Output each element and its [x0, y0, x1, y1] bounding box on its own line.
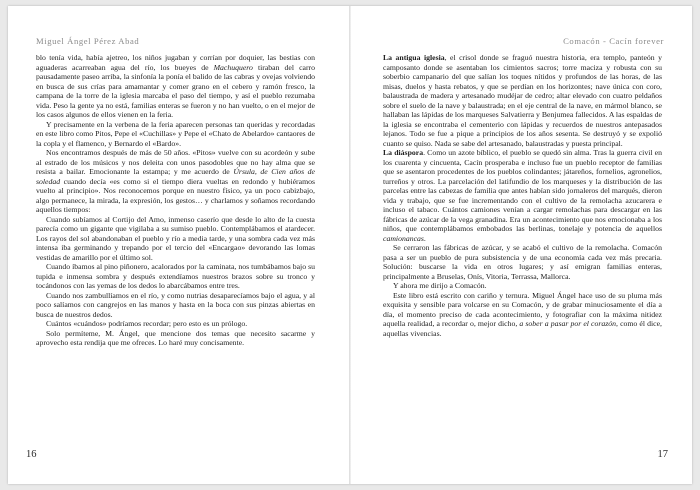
paragraph-text: Y ahora me dirijo a Comacón. [393, 281, 487, 290]
body-paragraph [36, 291, 315, 320]
section-lead-in: La antigua iglesia [383, 53, 445, 62]
paragraph-text: Cuando subíamos al Cortijo del Amo, inmenso caserío que desde lo alto de la cuesta parecía como un gigante que vigilaba a su sumiso pueblo. Contemplábamos el atardecer. Los rayos del sol abandonaban el pueblo y río a media tarde, y una sombra cada vez más intensa iba germinando y trepando por el tercio del «Encargao» devorando las lomas vestidas de amarillo por el último sol. [36, 214, 315, 262]
paragraph-text: Cuando nos zambullíamos en el río, y como nutrias desaparecíamos bajo el agua, y al poco salíamos con cangrejos en las manos y hasta en la boca con sus pinzas abiertas en busca de nuestros dedos. [36, 290, 315, 319]
body-paragraph [383, 243, 662, 281]
running-head-author: Miguel Ángel Pérez Abad [36, 36, 140, 46]
italic-text: a sober a pasar por el corazón [519, 319, 617, 328]
body-paragraph [36, 319, 315, 329]
italic-text: Machuquero [213, 62, 253, 72]
paragraph-text: Nos encontramos después de más de 50 años. «Pitos» vuelve con su acordeón y sube al estrado de los músicos y nos deleita con unos pasodobles que no hay alma que se resista a bailar. Emocionante la estampa; y me acuerdo de [36, 148, 315, 176]
left-page-body [36, 53, 315, 348]
running-head-title: Comacón - Cacín forever [563, 36, 664, 46]
paragraph-text: , el crisol donde se fraguó nuestra historia, era templo, panteón y camposanto donde se asentaban los cimientos sacros; torre maciza y robusta con su soberbio campanario del que salían los toques nítidos y profundos de las horas, de las misas, duelos y hasta rebatos, y que se perdían en los horizontes; nave única con coro, balaustrada de madera y artesanado mudéjar de cedro; altar elevado con cuatro peldaños sobre el suelo de la nave y balaustrada; en el eje central de la nave, en mármol blanco, se hallaban las lápidas de los marqueses Salvatierra y Benjumea fallecidos. A las espaldas de la iglesia se encontraba el cementerio con lápidas y recuerdos de nuestros antepasados lejanos. Todo se fue a pique a principios de los años sesenta. Se destruyó y se expolió cuanto se quiso. Nada se sabe del artesanado, balaustradas y puesta principal. [383, 53, 662, 148]
body-paragraph [36, 329, 315, 348]
body-paragraph [36, 120, 315, 149]
book-spread [8, 6, 692, 484]
italic-text: Úrsula, de Cien años de soledad [36, 167, 315, 186]
body-paragraph [383, 148, 662, 243]
paragraph-text: Y precisamente en la verbena de la feria aparecen personas tan queridas y recordadas en este libro como Pitos, Pepe el «Cuchillas» y Pepe el «Chato de Abelardo» cantaores de la copla y el flamenco, y Bernardo el «Bardo». [36, 119, 315, 148]
body-paragraph [383, 291, 662, 339]
paragraph-text: . [423, 233, 426, 243]
right-page-body [383, 53, 662, 338]
paragraph-text: tiraban del carro pausadamente paseo arriba, la sinfonía la ponía el balido de las cabras y ovejas volviendo en busca de sus crías para amamantar y comer grano en el cebero y ramón fresco, la campana de la torre de la iglesia marcaba el paso del tiempo, y así el pueblo rezumaba vida. Peso la gente ya no está, familias enteras se fueron y no han vuelto, o en el mejor de los casos algunos de ellos vienen en la feria. [36, 62, 315, 119]
paragraph-text: Solo permíteme, M. Ángel, que mencione dos temas que necesito sacarme y aprovecho esta rendija que me ofreces. Lo haré muy concisamente. [36, 328, 315, 347]
paragraph-text: , como él dice, aquellas vivencias. [383, 319, 662, 338]
paragraph-text: Se cerraron las fábricas de azúcar, y se acabó el cultivo de la remolacha. Comacón pasa a ser un pueblo de pura subsistencia y de una economía cada vez más precaria. Solución: buscarse la vida en otros lugares; y así emigran familias enteras, principalmente a Bruselas, Onís, Vitoria, Terrassa, Mallorca. [383, 243, 662, 281]
paragraph-text: . Como un azote bíblico, el pueblo se quedó sin alma. Tras la guerra civil en los cuarenta y cincuenta, Cacín prosperaba e incluso fue un pueblo receptor de familias que se asentaron procedentes de los pueblos colindantes; játareños, fornelios, agronelios, turreños y otros. La parcelación del latifundio de los marqueses y la distribución de las parcelas entre las cabezas de familia que antes habían sido jornaleros del marqués, dieron vida y trabajo, que se fue incrementando con el cultivo de la remolacha azucarera e incluso el tabaco. Cuántos camiones venían a cargar remolachas para descargar en las fábricas de azúcar de la vega granadina. Era un acontecimiento que nos emocionaba a los niños, que contemplábamos embobados las berlinas, tonelaje y potencia de aquellos [383, 148, 662, 233]
italic-text: camionancas [383, 233, 424, 243]
right-page [351, 6, 692, 484]
body-paragraph [36, 215, 315, 263]
paragraph-text: Cuando íbamos al pino piñonero, acalorados por la caminata, nos tumbábamos bajo su tupida e inmensa sombra y después extendíamos nuestros brazos sobre su tronco y tocándonos con las yemas de los dedos lo abarcábamos entre tres. [36, 262, 315, 290]
page-number-right: 17 [657, 449, 668, 460]
paragraph-text: blo tenía vida, había ajetreo, los niños jugaban y corrían por doquier, las bestias con aguaderas acarreaban agua del río, los bueyes de [36, 53, 315, 72]
paragraph-text: cuando decía «es como si el tiempo diera vueltas en redondo y hubiéramos vuelto al principio». Nos reconocemos porque en nuestro físico, ya un poco cabizbajo, algo permanece, la mirada, la expresión, los gestos… y charlamos y soñamos recordando aquellos tiempos: [36, 176, 315, 214]
body-paragraph [383, 281, 662, 291]
paragraph-text: Cuántos «cuándos» podríamos recordar; pero esto es un prólogo. [46, 319, 248, 328]
section-lead-in: La diáspora [383, 148, 424, 157]
body-paragraph [36, 53, 315, 120]
body-paragraph [36, 262, 315, 291]
paragraph-text: Este libro está escrito con cariño y ternura. Miguel Ángel hace uso de su pluma más exquisita y sensible para volcarse en su Comacón, y de grabar minuciosamente el día a día, el momento preciso de cada acontecimiento, y fotografiar con la máxima nitidez aquella realidad, a recordar o, mejor dicho, [383, 290, 662, 328]
page-number-left: 16 [26, 449, 37, 460]
body-paragraph [383, 53, 662, 148]
body-paragraph [36, 148, 315, 215]
left-page [8, 6, 349, 484]
